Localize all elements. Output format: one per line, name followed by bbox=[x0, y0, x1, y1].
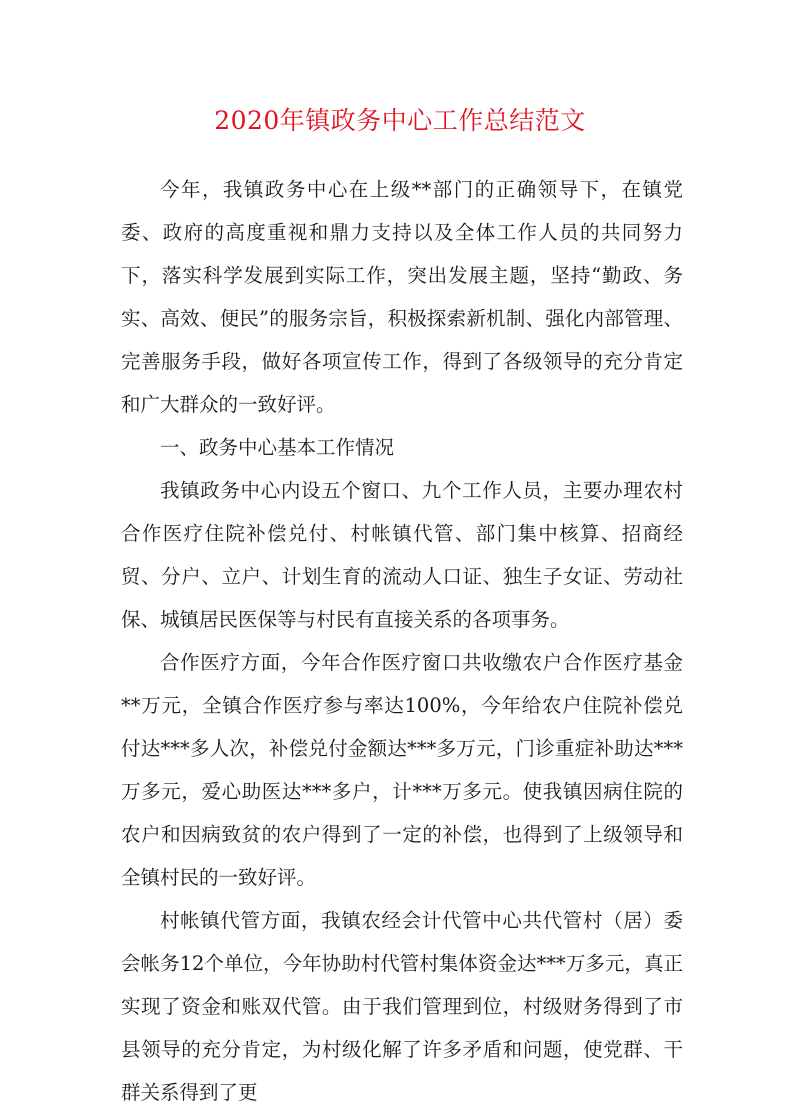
paragraph-windows: 我镇政务中心内设五个窗口、九个工作人员，主要办理农村合作医疗住院补偿兑付、村帐镇代管、部门集中核算、招商经贸、分户、立户、计划生育的流动人口证、独生子女证、劳动社保、城镇居民医保等与村民有直接关系的各项事务。 bbox=[121, 479, 683, 631]
paragraph-intro: 今年，我镇政务中心在上级**部门的正确领导下，在镇党委、政府的高度重视和鼎力支持以及全体工作人员的共同努力下，落实科学发展到实际工作，突出发展主题，坚持“勤政、务实、高效、便民”的服务宗旨，积极探索新机制、强化内部管理、完善服务手段，做好各项宣传工作，得到了各级领导的充分肯定和广大群众的一致好评。 bbox=[121, 178, 683, 416]
document-title: 2020年镇政务中心工作总结范文 bbox=[214, 106, 586, 135]
section-heading: 一、政务中心基本工作情况 bbox=[160, 436, 395, 459]
paragraph-accounts: 村帐镇代管方面，我镇农经会计代管中心共代管村（居）委会帐务12个单位，今年协助村代管村集体资金达***万多元，真正实现了资金和账双代管。由于我们管理到位，村级财务得到了市县领导的充分肯定，为村级化解了许多矛盾和问题，使党群、干群关系得到了更 bbox=[121, 909, 683, 1104]
document-body bbox=[121, 168, 683, 1114]
paragraph-medical: 合作医疗方面，今年合作医疗窗口共收缴农户合作医疗基金**万元，全镇合作医疗参与率达100%，今年给农户住院补偿兑付达***多人次，补偿兑付金额达***多万元，门诊重症补助达***万多元，爱心助医达***多户，计***万多元。使我镇因病住院的农户和因病致贫的农户得到了一定的补偿，也得到了上级领导和全镇村民的一致好评。 bbox=[121, 651, 683, 889]
